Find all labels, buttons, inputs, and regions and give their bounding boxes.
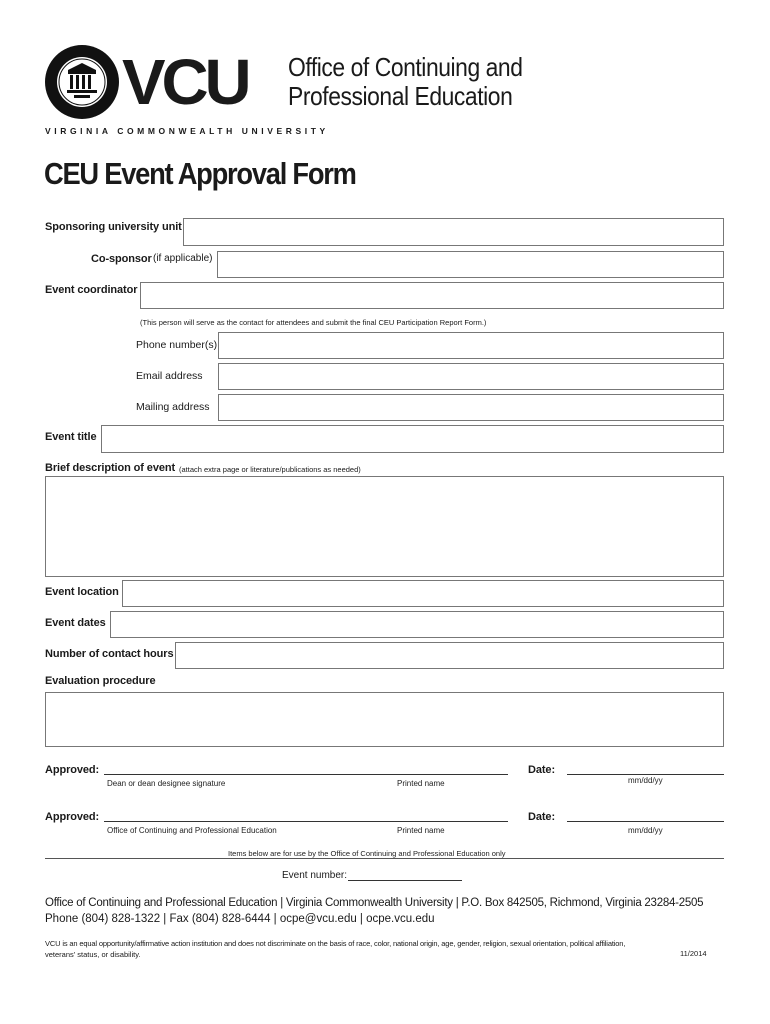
event-title-label: Event title — [45, 431, 97, 443]
description-label: Brief description of event — [45, 462, 176, 474]
date-line-2[interactable] — [567, 821, 724, 822]
vcu-logo-word: VCU — [122, 46, 248, 118]
footer-contact-line2: Phone (804) 828-1322 | Fax (804) 828-6444 | ocpe@vcu.edu | ocpe.vcu.edu — [45, 913, 435, 925]
mailing-label: Mailing address — [136, 401, 210, 413]
evaluation-label: Evaluation procedure — [45, 675, 156, 687]
event-title-field[interactable] — [101, 425, 724, 453]
form-title: CEU Event Approval Form — [44, 156, 356, 191]
event-number-line[interactable] — [348, 880, 462, 881]
office-title-line1: Office of Continuing and — [288, 52, 523, 82]
cosponsor-field[interactable] — [217, 251, 724, 278]
phone-label: Phone number(s) — [136, 339, 218, 351]
revision-date: 11/2014 — [680, 949, 707, 958]
printed-name-caption-1: Printed name — [397, 779, 445, 788]
email-label: Email address — [136, 370, 203, 382]
approved-label-2: Approved: — [45, 811, 100, 823]
email-field[interactable] — [218, 363, 724, 390]
date-line-1[interactable] — [567, 774, 724, 775]
cosponsor-label: Co-sponsor — [91, 253, 152, 265]
dates-field[interactable] — [110, 611, 724, 638]
date-label-2: Date: — [528, 811, 556, 823]
university-name: VIRGINIA COMMONWEALTH UNIVERSITY — [45, 126, 329, 136]
approved-label-1: Approved: — [45, 764, 100, 776]
dates-label: Event dates — [45, 617, 106, 629]
office-title — [288, 53, 523, 111]
description-note: (attach extra page or literature/publications as needed) — [179, 465, 361, 474]
description-field[interactable] — [45, 476, 724, 577]
office-use-divider — [45, 858, 724, 859]
signature-caption-1: Dean or dean designee signature — [107, 779, 226, 788]
location-label: Event location — [45, 586, 119, 598]
footer-eeo — [45, 938, 725, 960]
date-caption-2: mm/dd/yy — [628, 826, 663, 835]
vcu-seal — [44, 44, 120, 120]
event-number-label: Event number: — [282, 870, 348, 881]
date-caption-1: mm/dd/yy — [628, 776, 663, 785]
phone-field[interactable] — [218, 332, 724, 359]
mailing-field[interactable] — [218, 394, 724, 421]
date-label-1: Date: — [528, 764, 556, 776]
printed-name-caption-2: Printed name — [397, 826, 445, 835]
evaluation-field[interactable] — [45, 692, 724, 747]
signature-line-2[interactable] — [104, 821, 508, 822]
footer-eeo-line2: veterans' status, or disability. — [45, 950, 141, 959]
footer-eeo-line1: VCU is an equal opportunity/affirmative action institution and does not discriminate on the basis of race, color, national origin, age, gender, religion, sexual orientation, political affiliation, — [45, 939, 626, 948]
contact-hours-field[interactable] — [175, 642, 724, 669]
contact-hours-label: Number of contact hours — [45, 648, 174, 660]
coordinator-note: (This person will serve as the contact for attendees and submit the final CEU Participation Report Form.) — [140, 318, 487, 327]
signature-caption-2: Office of Continuing and Professional Education — [107, 826, 277, 835]
footer-contact — [45, 895, 703, 927]
sponsoring-unit-label: Sponsoring university unit — [45, 221, 182, 233]
location-field[interactable] — [122, 580, 724, 607]
signature-line-1[interactable] — [104, 774, 508, 775]
cosponsor-note: (if applicable) — [153, 253, 213, 264]
coordinator-field[interactable] — [140, 282, 724, 309]
coordinator-label: Event coordinator — [45, 284, 138, 296]
sponsoring-unit-field[interactable] — [183, 218, 724, 246]
office-use-note: Items below are for use by the Office of Continuing and Professional Education only — [228, 849, 506, 858]
footer-contact-line1: Office of Continuing and Professional Education | Virginia Commonwealth University | P.O. Box 842505, Richmond, Virginia 23284-2505 — [45, 897, 704, 909]
office-title-line2: Professional Education — [288, 81, 513, 111]
